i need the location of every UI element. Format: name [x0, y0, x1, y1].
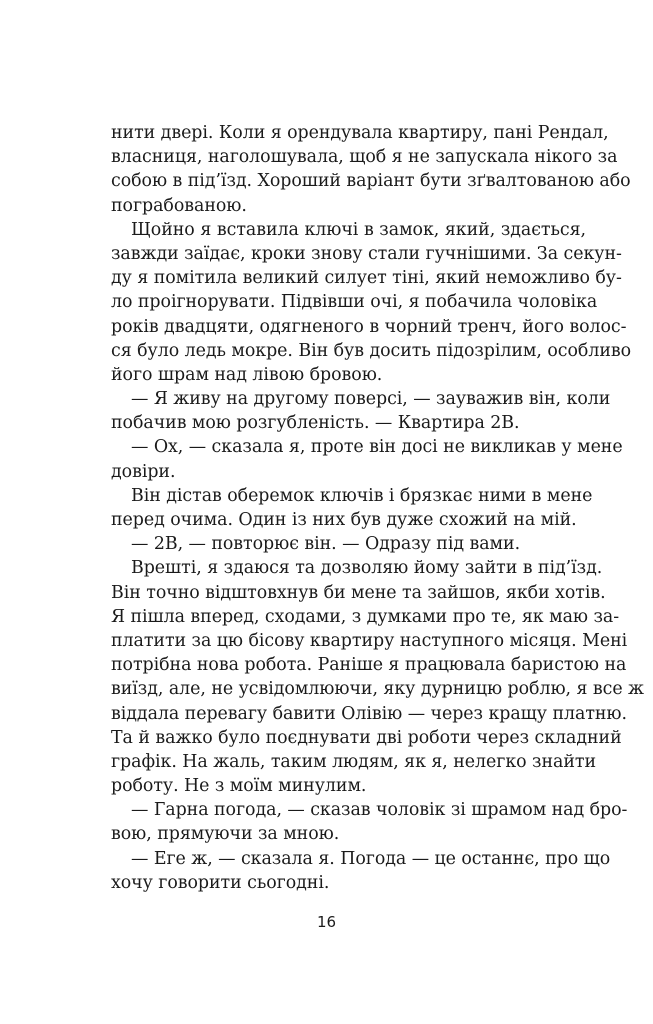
text-line: віддала перевагу бавити Олівію — через кращу платню.	[111, 703, 627, 724]
text-line: ся було ледь мокре. Він був досить підозрілим, особливо	[111, 340, 632, 361]
text-line: — Еге ж, — сказала я. Погода — це останнє, про що	[131, 848, 611, 869]
text-line: ло проігнорувати. Підвівши очі, я побачила чоловіка	[111, 292, 598, 313]
text-line: Врешті, я здаюся та дозволяю йому зайти в під’їзд.	[131, 558, 603, 579]
text-line: довіри.	[111, 461, 176, 482]
text-line: роботу. Не з моїм минулим.	[111, 776, 367, 797]
text-line: власниця, наголошувала, щоб я не запускала нікого за	[111, 147, 618, 168]
page-number: 16	[316, 913, 337, 931]
text-line: виїзд, але, не усвідомлюючи, яку дурницю роблю, я все ж	[111, 679, 644, 700]
text-line: потрібна нова робота. Раніше я працювала баристою на	[111, 655, 627, 676]
body-text	[111, 121, 644, 895]
text-line: Та й важко було поєднувати дві роботи через складний	[111, 727, 622, 748]
text-line: нити двері. Коли я орендувала квартиру, пані Рендал,	[111, 123, 609, 143]
text-line: — 2В, — повторює він. — Одразу під вами.	[131, 534, 521, 555]
text-line: собою в під’їзд. Хороший варіант бути зґвалтованою або	[111, 171, 631, 192]
text-line: хочу говорити сьогодні.	[111, 872, 330, 893]
text-line: ду я помітила великий силует тіні, який неможливо бу-	[111, 268, 622, 289]
text-line: Щойно я вставила ключі в замок, який, здається,	[131, 219, 586, 240]
text-line: пограбованою.	[111, 195, 247, 216]
text-line: — Гарна погода, — сказав чоловік зі шрамом над бро-	[131, 800, 628, 821]
text-line: Він точно відштовхнув би мене та зайшов, якби хотів.	[111, 582, 606, 603]
text-line: — Ох, — сказала я, проте він досі не викликав у мене	[131, 437, 623, 458]
text-line: — Я живу на другому поверсі, — зауважив він, коли	[131, 389, 611, 410]
text-line: Він дістав оберемок ключів і брязкає ними в мене	[131, 485, 593, 506]
text-line: графік. На жаль, таким людям, як я, нелегко знайти	[111, 751, 597, 772]
text-line: вою, прямуючи за мною.	[111, 824, 340, 845]
text-line: Я пішла вперед, сходами, з думками про те, як маю за-	[111, 606, 620, 627]
text-line: років двадцяти, одягненого в чорний тренч, його волос-	[111, 316, 627, 337]
text-line: перед очима. Один із них був дуже схожий на мій.	[111, 510, 577, 530]
text-line: побачив мою розгубленість. — Квартира 2В.	[111, 413, 520, 434]
text-line: платити за цю бісову квартиру наступного місяця. Мені	[111, 630, 628, 651]
text-line: завжди заїдає, кроки знову стали гучнішими. За секун-	[111, 243, 622, 264]
text-line: його шрам над лівою бровою.	[111, 364, 383, 385]
